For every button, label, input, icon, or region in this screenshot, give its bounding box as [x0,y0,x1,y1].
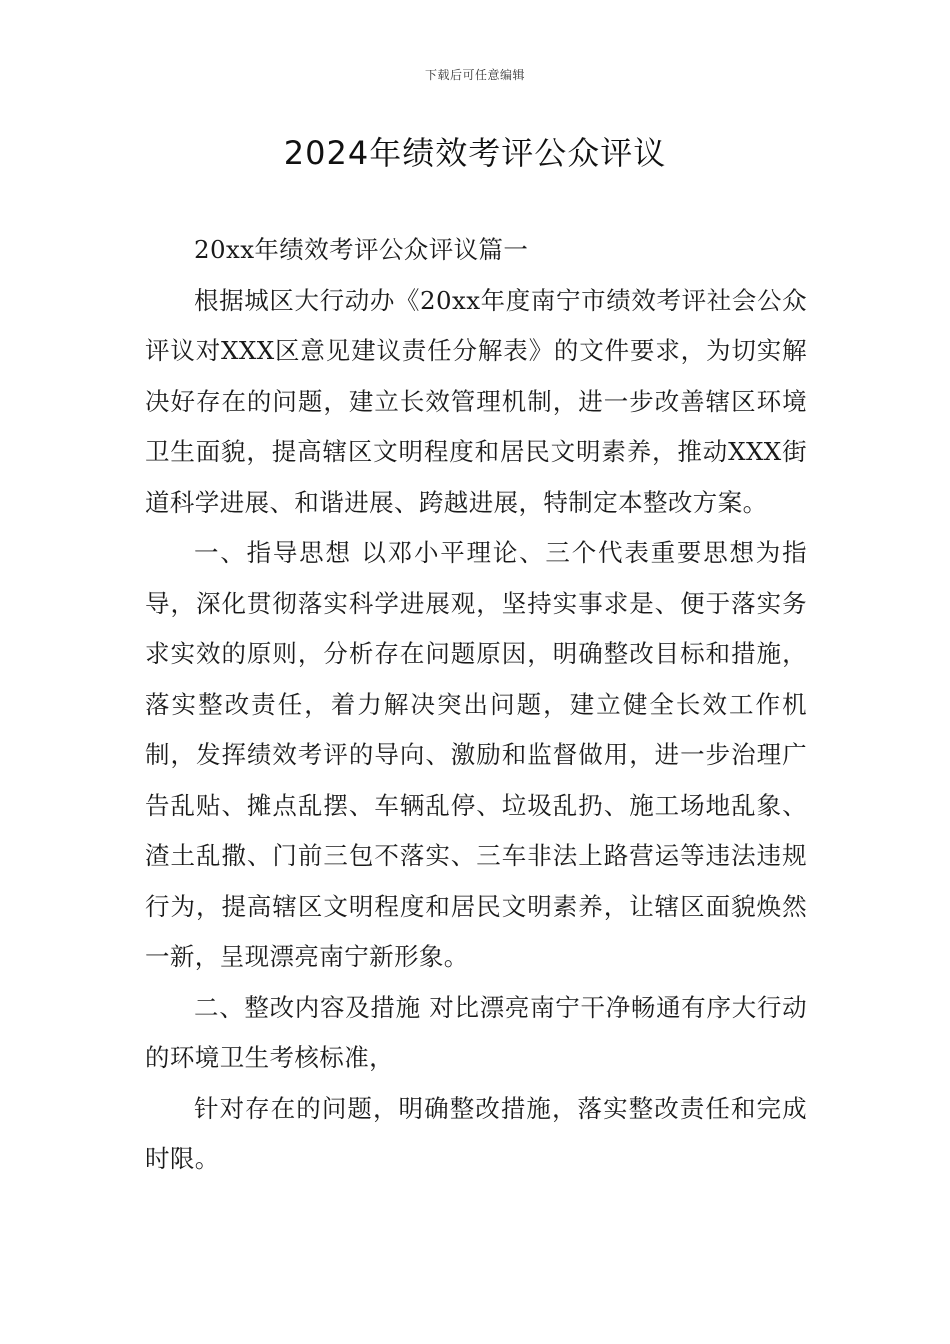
document-title: 2024年绩效考评公众评议 [283,134,667,172]
paragraph-intro: 根据城区大行动办《20xx年度南宁市绩效考评社会公众评议对XXX区意见建议责任分解表》的文件要求，为切实解决好存在的问题，建立长效管理机制，进一步改善辖区环境卫生面貌，提高辖区文明程度和居民文明素养，推动XXX街道科学进展、和谐进展、跨越进展，特制定本整改方案。 [145,285,807,517]
paragraph-guiding-thought: 一、指导思想 以邓小平理论、三个代表重要思想为指导，深化贯彻落实科学进展观，坚持实事求是、便于落实务求实效的原则，分析存在问题原因，明确整改目标和措施，落实整改责任，着力解决突出问题，建立健全长效工作机制，发挥绩效考评的导向、激励和监督做用，进一步治理广告乱贴、摊点乱摆、车辆乱停、垃圾乱扔、施工场地乱象、渣土乱撒、门前三包不落实、三车非法上路营运等违法违规行为，提高辖区文明程度和居民文明素养，让辖区面貌焕然一新，呈现漂亮南宁新形象。 [145,538,807,971]
paragraph-measures: 针对存在的问题，明确整改措施，落实整改责任和完成时限。 [145,1093,807,1173]
paragraph-rectification-content: 二、整改内容及措施 对比漂亮南宁干净畅通有序大行动的环境卫生考核标准， [145,992,807,1072]
paragraph-subtitle: 20xx年绩效考评公众评议篇一 [194,235,529,264]
header-note: 下载后可任意编辑 [424,68,525,82]
document-body [145,225,807,1185]
